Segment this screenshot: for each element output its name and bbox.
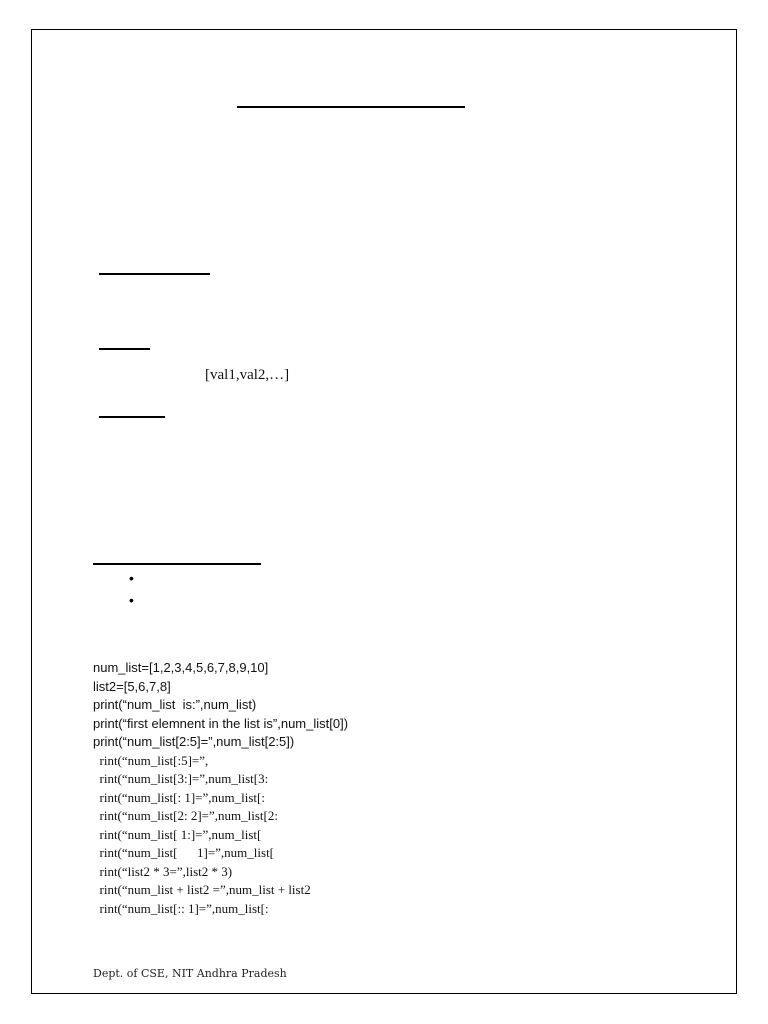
code-line: rint(“num_list[:5]=”, xyxy=(93,752,209,768)
section-heading-underline-3 xyxy=(99,416,165,418)
code-line: rint(“num_list[2: 2]=”,num_list[2: xyxy=(93,808,278,823)
code-listing xyxy=(93,659,348,918)
code-line: rint(“num_list[3:]=”,num_list[3: xyxy=(93,771,269,786)
code-line: num_list=[1,2,3,4,5,6,7,8,9,10] xyxy=(93,660,269,675)
section-heading-underline-4 xyxy=(93,563,261,565)
bullet-point-1: • xyxy=(129,570,134,586)
list-syntax-example: [val1,val2,…] xyxy=(205,367,290,383)
code-line: rint(“list2 * 3=”,list2 * 3) xyxy=(93,863,233,879)
code-line: list2=[5,6,7,8] xyxy=(93,678,171,694)
code-line: print(“num_list[2:5]=”,num_list[2:5]) xyxy=(93,734,295,749)
section-heading-underline-1 xyxy=(99,273,210,275)
code-line: rint(“num_list + list2 =”,num_list + list2 xyxy=(93,882,311,897)
code-line: rint(“num_list[:: 1]=”,num_list[: xyxy=(93,900,269,916)
code-line: rint(“num_list[: 1]=”,num_list[: xyxy=(93,789,265,805)
code-line: rint(“num_list[ 1]=”,num_list[ xyxy=(93,845,275,860)
title-underline xyxy=(237,106,465,108)
code-line: print(“num_list is:”,num_list) xyxy=(93,697,257,712)
section-heading-underline-2 xyxy=(99,348,150,350)
code-line: print(“first elemnent in the list is”,num_list[0]) xyxy=(93,715,349,731)
code-line: rint(“num_list[ 1:]=”,num_list[ xyxy=(93,826,262,842)
page-footer: Dept. of CSE, NIT Andhra Pradesh xyxy=(93,967,287,980)
bullet-point-2: • xyxy=(129,592,134,608)
